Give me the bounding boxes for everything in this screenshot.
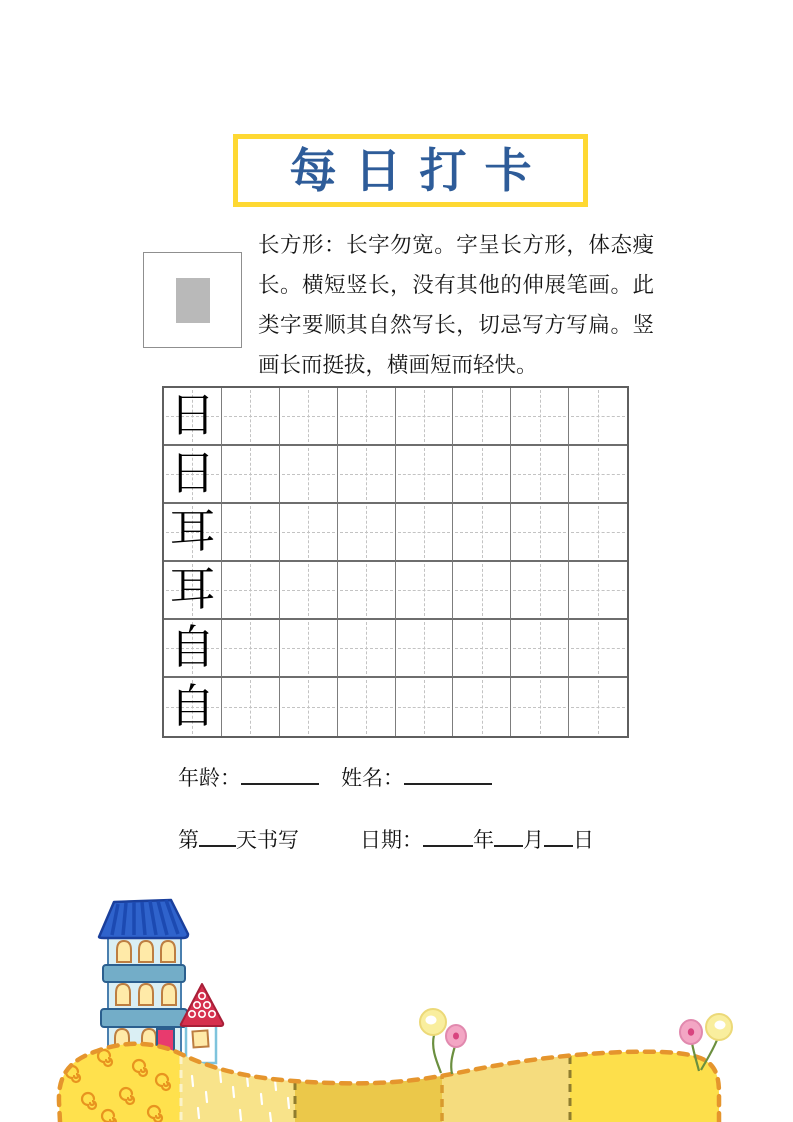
practice-cell-model: [164, 504, 222, 562]
practice-cell-model: [164, 620, 222, 678]
flower-yellow-icon: [420, 1009, 446, 1035]
age-blank: [241, 766, 319, 785]
tall-house-icon: [99, 900, 188, 1063]
practice-cell-empty: [338, 562, 396, 620]
practice-cell-empty: [396, 446, 454, 504]
practice-cell-model: [164, 446, 222, 504]
practice-cell-empty: [453, 504, 511, 562]
practice-cell-empty: [222, 620, 280, 678]
flower-pink-icon: [446, 1025, 466, 1047]
practice-cell-empty: [338, 678, 396, 736]
practice-cell-empty: [222, 446, 280, 504]
flower-yellow-icon: [706, 1014, 732, 1040]
practice-cell-empty: [338, 504, 396, 562]
title-box: [233, 134, 588, 207]
practice-cell-empty: [511, 504, 569, 562]
day-blank: [199, 828, 236, 847]
practice-cell-empty: [280, 504, 338, 562]
day-suffix-label: 天书写: [236, 828, 299, 852]
practice-cell-empty: [511, 620, 569, 678]
practice-cell-empty: [453, 562, 511, 620]
practice-character: 日: [169, 448, 216, 499]
practice-cell-empty: [511, 446, 569, 504]
name-label: 姓名：: [341, 766, 404, 790]
practice-cell-empty: [222, 504, 280, 562]
month-label: 月: [523, 828, 544, 852]
day-of-month-blank: [544, 828, 573, 847]
practice-cell-empty: [396, 620, 454, 678]
page-title: 每日打卡: [289, 144, 550, 197]
practice-grid: [162, 386, 629, 738]
practice-character: 耳: [169, 506, 216, 557]
practice-cell-empty: [511, 678, 569, 736]
practice-character: 耳: [169, 564, 216, 615]
practice-cell-empty: [222, 678, 280, 736]
practice-cell-empty: [338, 446, 396, 504]
date-label: 日期：: [360, 828, 423, 852]
image-placeholder: [176, 278, 210, 323]
practice-cell-empty: [511, 388, 569, 446]
practice-cell-empty: [453, 678, 511, 736]
practice-character: 自: [169, 622, 216, 673]
practice-cell-empty: [569, 388, 627, 446]
practice-cell-empty: [222, 388, 280, 446]
practice-cell-empty: [280, 678, 338, 736]
practice-cell-empty: [569, 562, 627, 620]
practice-character: 自: [169, 681, 216, 732]
practice-cell-empty: [338, 620, 396, 678]
practice-cell-empty: [280, 388, 338, 446]
practice-cell-empty: [569, 504, 627, 562]
practice-cell-empty: [453, 388, 511, 446]
year-label: 年: [473, 828, 494, 852]
practice-cell-model: [164, 678, 222, 736]
form-line-age-name: [178, 762, 494, 792]
practice-cell-model: [164, 388, 222, 446]
footer-illustration: [0, 880, 793, 1122]
practice-cell-empty: [569, 678, 627, 736]
practice-cell-empty: [396, 504, 454, 562]
practice-cell-empty: [569, 620, 627, 678]
practice-cell-empty: [453, 620, 511, 678]
practice-cell-empty: [453, 446, 511, 504]
practice-cell-empty: [338, 388, 396, 446]
practice-cell-empty: [396, 388, 454, 446]
practice-cell-empty: [569, 446, 627, 504]
year-blank: [423, 828, 473, 847]
age-label: 年龄：: [178, 766, 241, 790]
practice-character: 日: [169, 390, 216, 441]
form-line-date: [360, 824, 594, 854]
practice-cell-empty: [396, 562, 454, 620]
practice-cell-empty: [511, 562, 569, 620]
day-of-month-label: 日: [573, 828, 594, 852]
instruction-paragraph: 长方形：长字勿宽。字呈长方形，体态瘦长。横短竖长，没有其他的伸展笔画。此类字要顺其自然写长，切忌写方写扁。竖画长而挺拔，横画短而轻快。: [258, 233, 654, 377]
practice-cell-empty: [280, 562, 338, 620]
practice-cell-empty: [222, 562, 280, 620]
practice-cell-empty: [280, 446, 338, 504]
small-house-icon: [181, 984, 223, 1063]
flower-pink-icon: [680, 1020, 702, 1044]
practice-cell-model: [164, 562, 222, 620]
day-prefix-label: 第: [178, 828, 199, 852]
practice-cell-empty: [396, 678, 454, 736]
example-image-box: [143, 252, 242, 348]
form-line-day: [178, 824, 299, 854]
practice-cell-empty: [280, 620, 338, 678]
month-blank: [494, 828, 523, 847]
name-blank: [404, 766, 492, 785]
